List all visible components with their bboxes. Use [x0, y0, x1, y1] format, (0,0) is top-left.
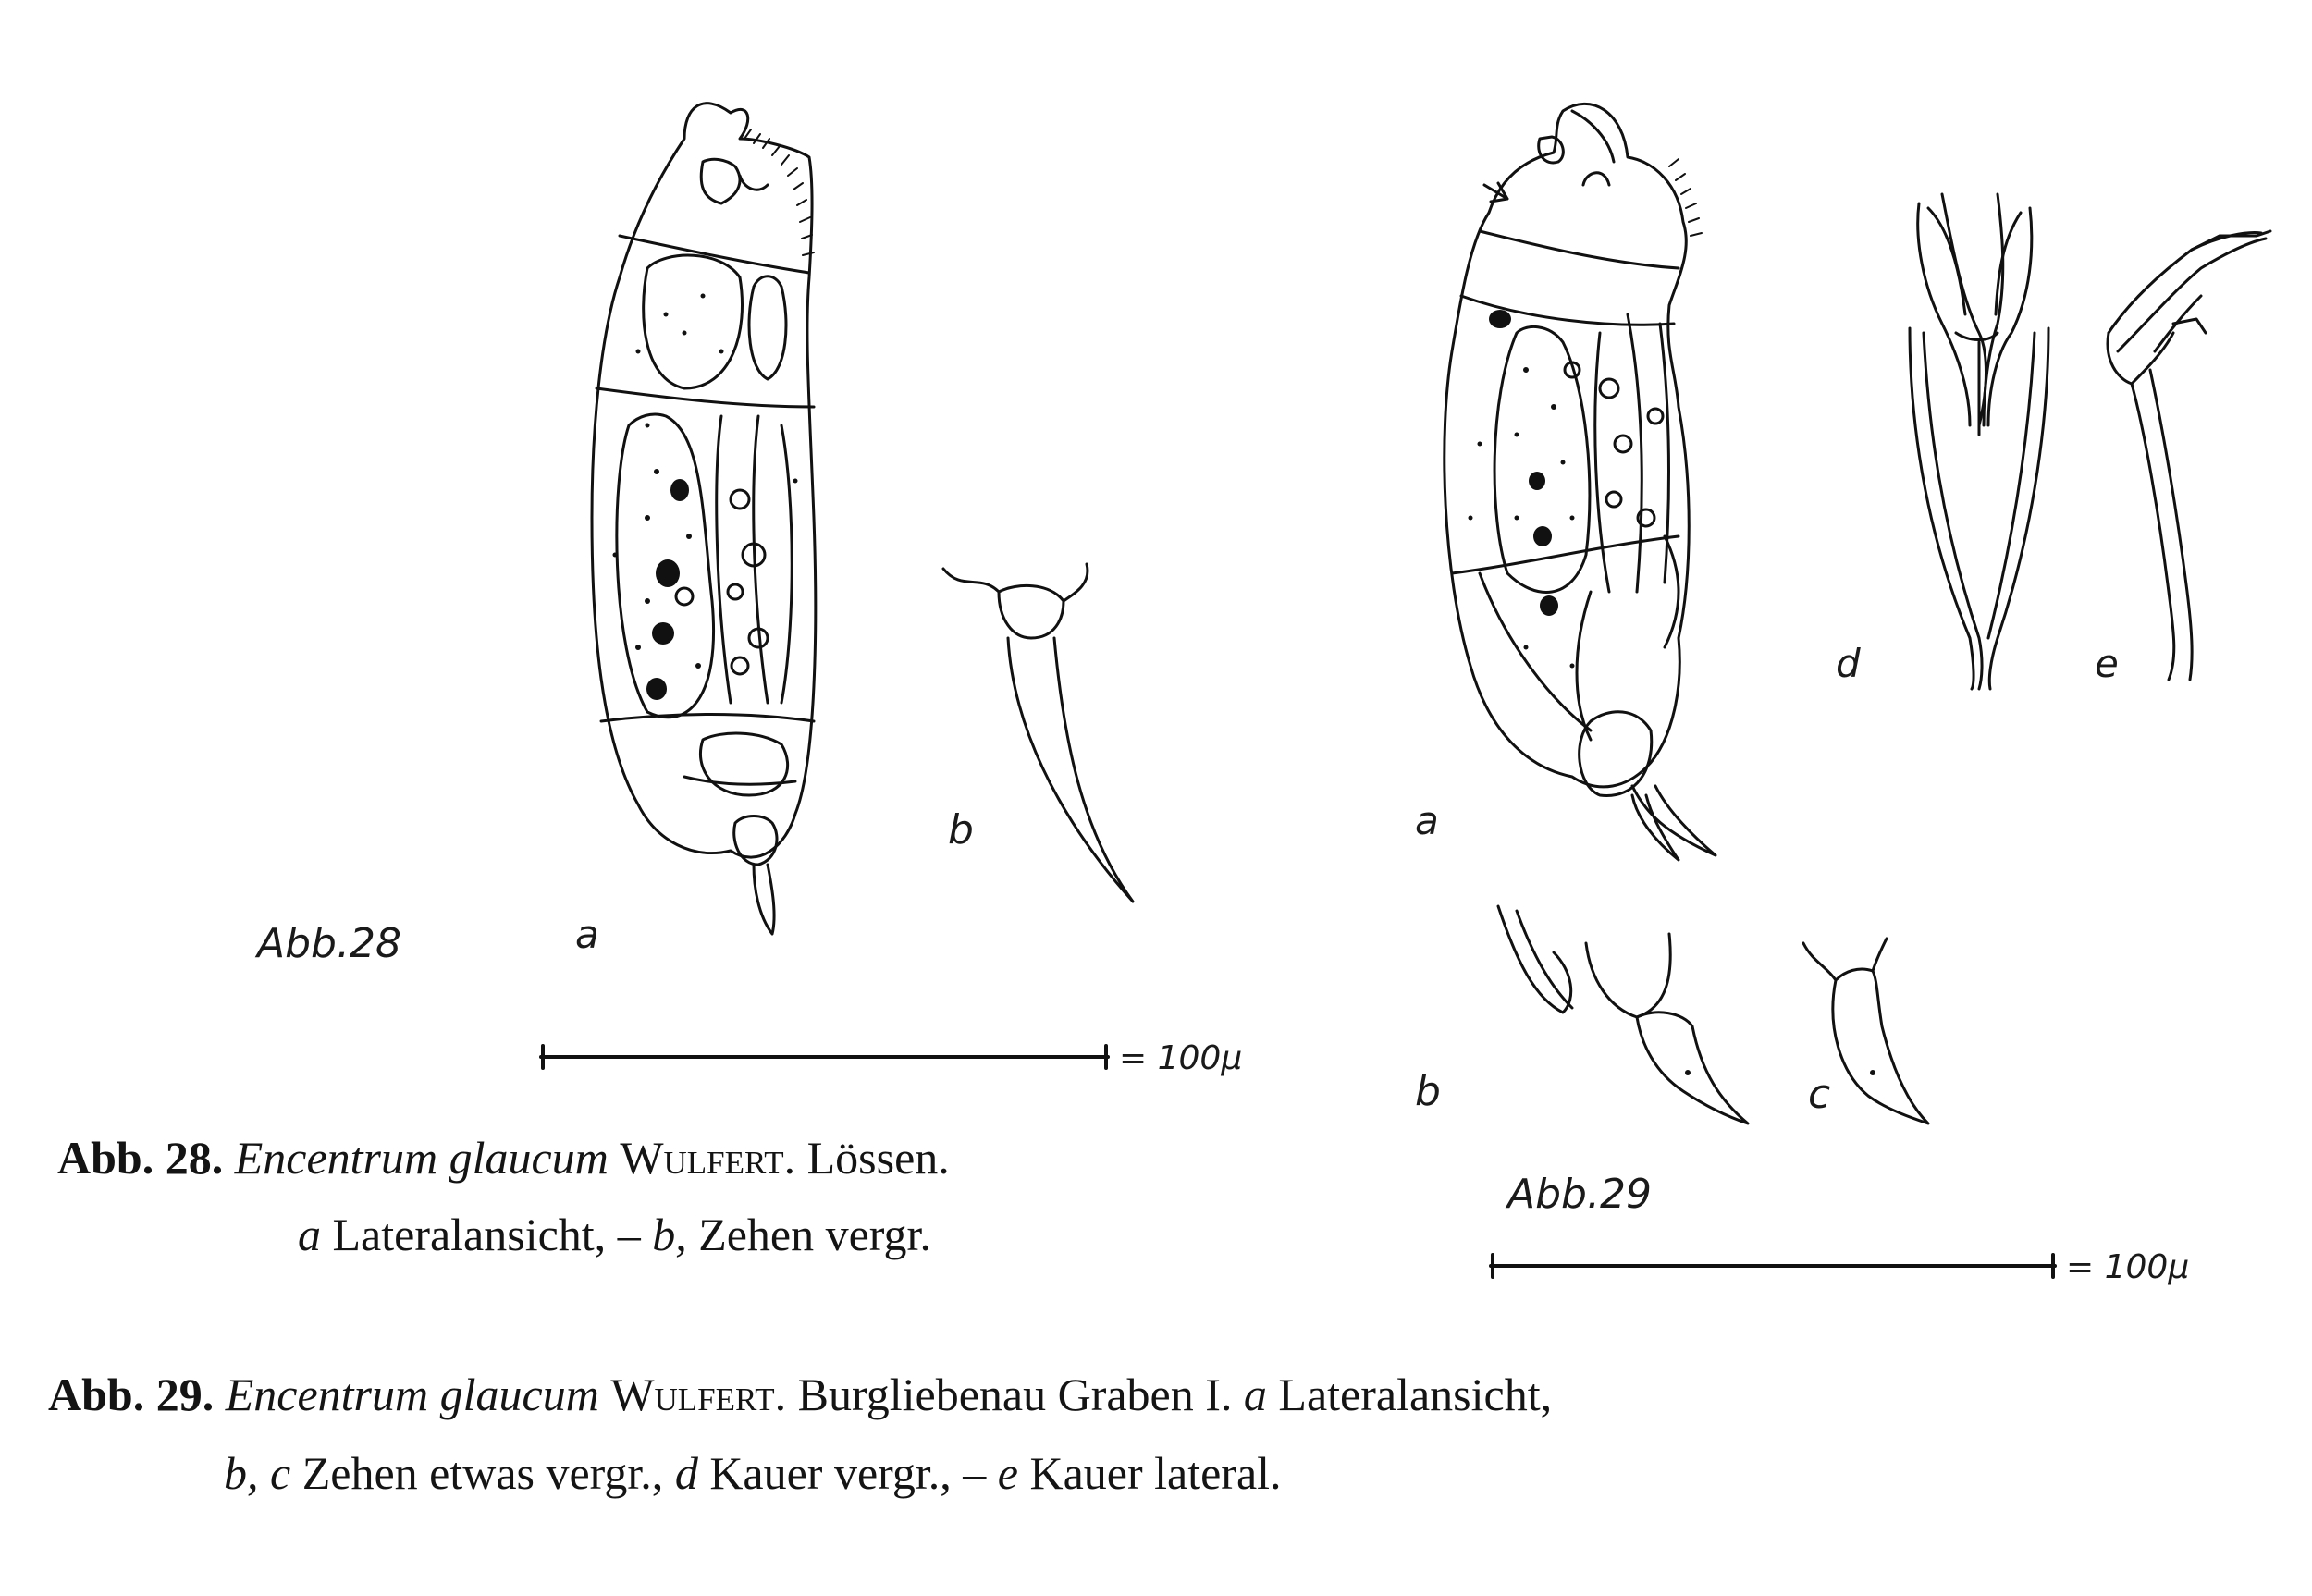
fig29-caption-bc-text: Zehen etwas vergr.,	[301, 1447, 664, 1499]
fig29-panel-e-label: e	[2095, 641, 2119, 686]
fig29-drawing-d	[1910, 194, 2048, 689]
fig29-drawing-a	[1445, 104, 1716, 860]
fig29-drawing-e	[2108, 231, 2270, 680]
fig29-caption-a-text: Lateralansicht,	[1278, 1369, 1553, 1420]
fig28-caption-author: Wulfert.	[620, 1132, 796, 1184]
fig29-panel-a-label: a	[1415, 798, 1439, 843]
fig28-caption-line2	[298, 1211, 931, 1258]
fig28-caption-dash: –	[617, 1209, 641, 1260]
fig29-plate-label: Abb.29	[1507, 1171, 1652, 1218]
fig28-drawing-a	[592, 104, 816, 934]
fig28-caption-b: b,	[652, 1209, 687, 1260]
fig29-panel-c-label: c	[1808, 1071, 1831, 1118]
fig29-caption-author: Wulfert.	[610, 1369, 787, 1420]
fig29-caption-d-text: Kauer vergr.,	[709, 1447, 952, 1499]
fig29-caption-e: e	[997, 1447, 1018, 1499]
fig29-caption-line1	[48, 1371, 1552, 1418]
fig28-caption-b-text: Zehen vergr.	[698, 1209, 931, 1260]
fig28-caption-number: Abb. 28.	[57, 1132, 224, 1184]
fig29-caption-locality: Burgliebenau Graben I.	[797, 1369, 1233, 1420]
fig29-caption-number: Abb. 29.	[48, 1369, 215, 1420]
fig29-caption-c: c	[270, 1447, 291, 1499]
fig28-plate-label: Abb.28	[257, 920, 401, 967]
fig29-caption-e-text: Kauer lateral.	[1029, 1447, 1282, 1499]
fig29-drawing-b	[1498, 906, 1748, 1123]
fig29-panel-b-label: b	[1415, 1068, 1441, 1115]
fig28-panel-b-label: b	[948, 806, 974, 853]
fig29-scale-label: = 100µ	[2066, 1248, 2190, 1286]
fig28-scale-bar	[541, 1046, 1108, 1068]
fig28-caption-line1	[57, 1132, 950, 1184]
fig29-caption-dash: –	[963, 1447, 987, 1499]
fig28-caption-locality: Lössen.	[806, 1132, 950, 1184]
fig29-caption-species: Encentrum glaucum	[225, 1369, 599, 1420]
fig28-scale-label: = 100µ	[1119, 1039, 1243, 1077]
fig29-panel-d-label: d	[1836, 641, 1861, 686]
fig29-scale-bar	[1491, 1255, 2055, 1277]
fig29-caption-b: b,	[224, 1447, 259, 1499]
fig28-caption-a: a	[298, 1209, 321, 1260]
fig29-caption-line2	[224, 1447, 1282, 1499]
fig28-caption-species: Encentrum glaucum	[234, 1132, 609, 1184]
fig28-caption-a-text: Lateralansicht,	[332, 1209, 607, 1260]
fig29-caption-a: a	[1243, 1369, 1267, 1420]
fig28-panel-a-label: a	[575, 912, 599, 957]
fig29-caption-d: d	[674, 1447, 698, 1499]
